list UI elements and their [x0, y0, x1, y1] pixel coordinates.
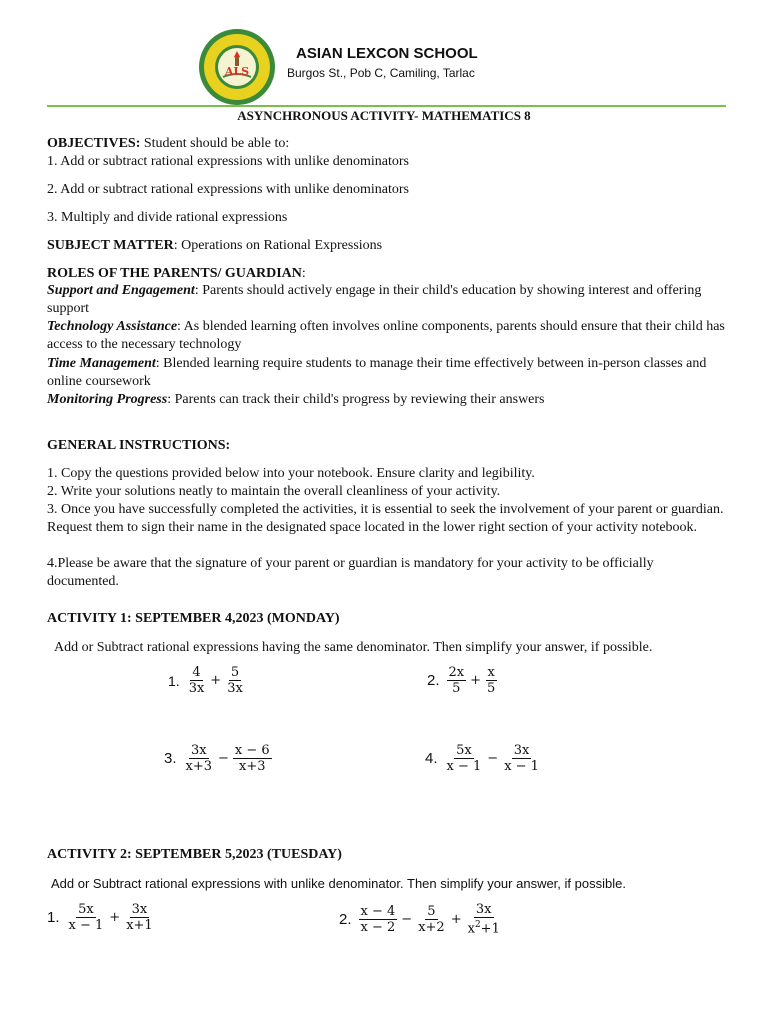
logo-initials: ALS [224, 65, 250, 78]
activity2-direction: Add or Subtract rational expressions with unlike denominator. Then simplify your answer, if possible. [51, 876, 626, 891]
role-item: Monitoring Progress: Parents can track their child's progress by reviewing their answers [47, 392, 545, 407]
fraction: $\frac{5x}{x - 1}$ [68, 902, 104, 933]
roles-label: ROLES OF THE PARENTS/ GUARDIAN [47, 266, 302, 281]
fraction: $\frac{3x}{x+1}$ [126, 902, 153, 933]
instructions-heading: GENERAL INSTRUCTIONS: [47, 438, 231, 453]
activity2-problem-1: 1. $\frac{5x}{x - 1}$ + $\frac{3x}{x+1}$ [47, 902, 153, 933]
role-item: Time Management: Blended learning require students to manage their time effectively between in-person classes and online coursework [47, 356, 707, 389]
fraction: $\frac{3x}{x - 1}$ [504, 743, 539, 774]
activity1-direction: Add or Subtract rational expressions having the same denominator. Then simplify your answer, if possible. [54, 640, 653, 655]
objective-item: 2. Add or subtract rational expressions with unlike denominators [47, 182, 409, 197]
instruction-item: 4.Please be aware that the signature of your parent or guardian is mandatory for your activity to be officially documented. [47, 556, 654, 589]
objectives-intro: Student should be able to: [140, 136, 290, 151]
activity1-problem-4: 4. $\frac{5x}{x - 1}$ − $\frac{3x}{x - 1}$ [425, 743, 539, 774]
instruction-item: 1. Copy the questions provided below into your notebook. Ensure clarity and legibility. [47, 466, 535, 481]
activity1-problem-1: 1. $\frac{4}{3x}$ + $\frac{5}{3x}$ [168, 665, 243, 696]
role-label: Support and Engagement [47, 283, 195, 298]
fraction: $\frac{x - 6}{x+3}$ [234, 743, 270, 774]
objective-item: 1. Add or subtract rational expressions with unlike denominators [47, 154, 409, 169]
subject-matter [47, 237, 727, 254]
fraction: $\frac{5}{3x}$ [227, 665, 243, 696]
instruction-item: 2. Write your solutions neatly to maintain the overall cleanliness of your activity. [47, 484, 501, 499]
objectives-label: OBJECTIVES: [47, 136, 141, 151]
instruction-item: 3. Once you have successfully completed the activities, it is essential to seek the involvement of your parent or guardian. Request them to sign their name in the designated space located in the lower right section of your activity notebook. [47, 502, 724, 535]
header-divider [47, 105, 726, 107]
activity2-title: ACTIVITY 2: SEPTEMBER 5,2023 (TUESDAY) [47, 847, 342, 862]
role-label: Time Management [47, 356, 156, 371]
document-title: ASYNCHRONOUS ACTIVITY- MATHEMATICS 8 [237, 108, 531, 123]
logo-seal [197, 27, 277, 107]
fraction: $\frac{x}{5}$ [487, 665, 496, 696]
fraction: $\frac{5}{x+2}$ [418, 903, 445, 935]
fraction: $\frac{5x}{x - 1}$ [446, 743, 482, 774]
school-address: Burgos St., Pob C, Camiling, Tarlac [287, 66, 475, 80]
activity1-title: ACTIVITY 1: SEPTEMBER 4,2023 (MONDAY) [47, 611, 340, 626]
objective-item: 3. Multiply and divide rational expressions [47, 210, 288, 225]
fraction: $\frac{3x}{x^2+1}$ [467, 902, 500, 937]
activity2-problem-2: 2. $\frac{x - 4}{x - 2}$ − $\frac{5}{x+2}$ + $\frac{3x}{x^2+1}$ [339, 902, 500, 937]
role-item: Technology Assistance: As blended learning often involves online components, parents should ensure that their child has access to the necessary technology [47, 319, 725, 352]
subject-matter-label: SUBJECT MATTER [47, 238, 174, 253]
fraction: $\frac{2x}{5}$ [448, 665, 465, 696]
subject-matter-text: : Operations on Rational Expressions [173, 238, 383, 253]
objectives-heading [47, 135, 727, 152]
role-label: Monitoring Progress [47, 392, 168, 407]
activity1-problem-3: 3. $\frac{3x}{x+3}$ − $\frac{x - 6}{x+3}$ [164, 743, 270, 774]
activity1-problem-2: 2. $\frac{2x}{5}$ + $\frac{x}{5}$ [427, 665, 496, 696]
fraction: $\frac{3x}{x+3}$ [185, 743, 213, 774]
roles-heading: ROLES OF THE PARENTS/ GUARDIAN: [47, 266, 306, 281]
school-name: ASIAN LEXCON SCHOOL [296, 45, 478, 62]
role-item: Support and Engagement: Parents should actively engage in their child's education by showing interest and offering support [47, 283, 702, 316]
role-label: Technology Assistance [47, 319, 178, 334]
fraction: $\frac{4}{3x}$ [188, 665, 205, 696]
fraction: $\frac{x - 4}{x - 2}$ [360, 903, 396, 935]
school-logo [197, 27, 277, 107]
